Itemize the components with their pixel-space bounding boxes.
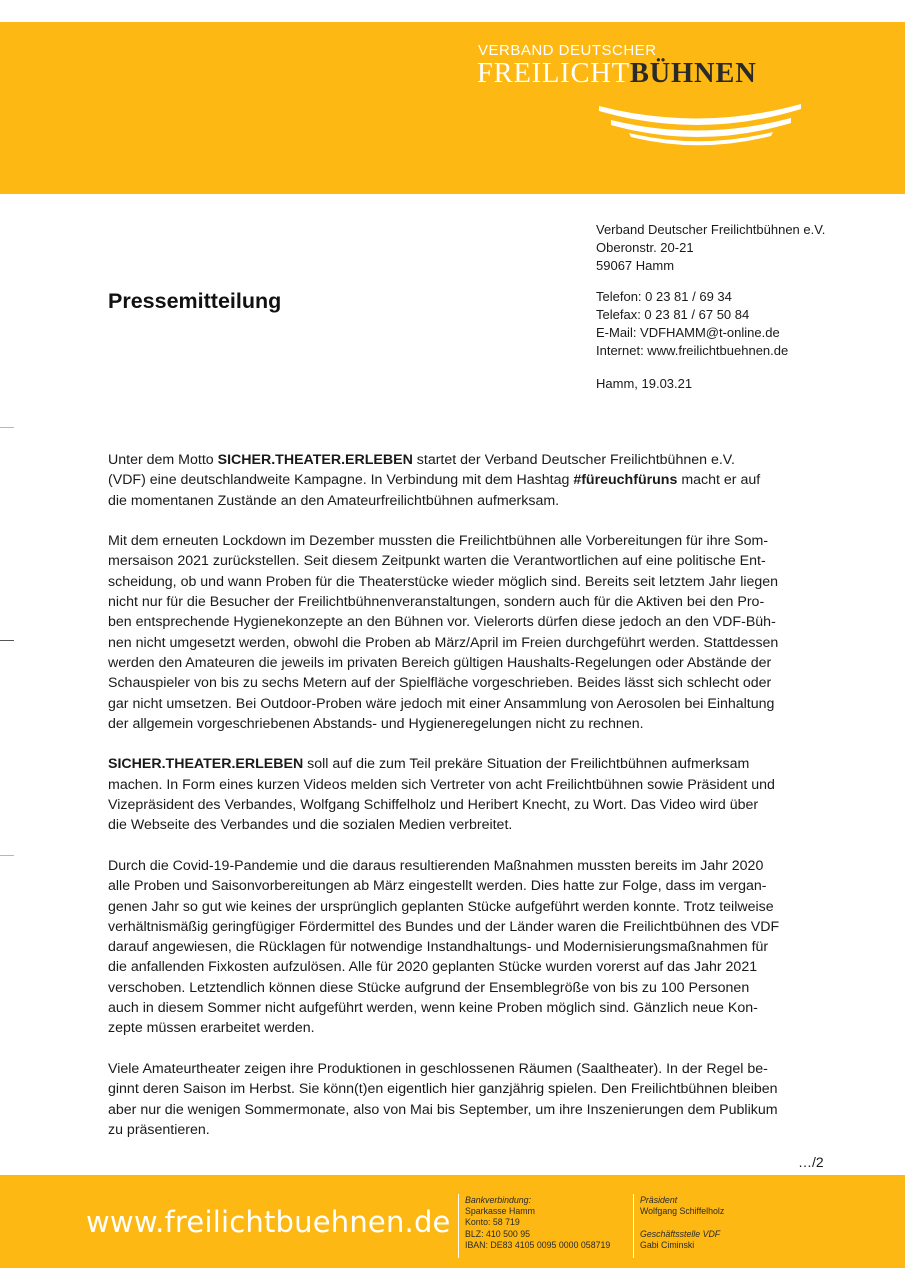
fold-mark bbox=[0, 427, 14, 428]
address-date: Hamm, 19.03.21 bbox=[596, 376, 693, 391]
paragraph-1: Unter dem Motto SICHER.THEATER.ERLEBEN startet der Verband Deutscher Freilichtbühnen e.V. (VDF) eine deutschlandweite Kampagne. In Verbindung mit dem Hashtag #füreuchfüruns macht er auf die momentanen Zustände an den Amateurfreilichtbühnen aufmerksam. bbox=[108, 452, 761, 509]
vdf-logo bbox=[477, 42, 797, 152]
address-phone: Telefon: 0 23 81 / 69 34 bbox=[596, 289, 732, 304]
logo-swoosh-icon bbox=[595, 100, 805, 150]
logo-line2 bbox=[477, 58, 757, 90]
office-name: Gabi Ciminski bbox=[640, 1239, 695, 1250]
address-org: Verband Deutscher Freilichtbühnen e.V. bbox=[596, 222, 826, 237]
logo-line2-bold: BÜHNEN bbox=[629, 58, 757, 89]
paragraph-2: Mit dem erneuten Lockdown im Dezember mussten die Freilichtbühnen alle Vorbereitungen für ihre Som- mersaison 2021 zurückstellen. Seit diesem Zeitpunkt warten die Verantwortlichen auf eine politische Ent- scheidung, ob und wann Proben für die Theaterstücke wieder möglich sind. Bereits seit letztem Jahr liegen nicht nur für die Besucher der Freilichtbühnenveranstaltungen, sondern auch für die Aktiven bei den Pro- ben entsprechende Hygienekonzepte an den Bühnen vor. Vielerorts dürfen diese jedoch an den VDF-Büh- nen nicht umgesetzt werden, obwohl die Proben ab März/April im Freien durchgeführt werden. Stattdessen werden den Amateuren die jeweils im privaten Bereich gültigen Haushalts-Regelungen oder Abstände der Schauspieler von bis zu sechs Metern auf der Spielfläche vorgeschrieben. Beides lässt sich schlecht oder gar nicht umsetzen. Bei Outdoor-Proben wäre jedoch mit einer Ansammlung von Aerosolen bei Einhaltung der allgemein vorgeschriebenen Abstands- und Hygieneregelungen nicht zu rechnen. bbox=[108, 533, 779, 732]
campaign-name: SICHER.THEATER.ERLEBEN bbox=[108, 756, 304, 773]
address-web: Internet: www.freilichtbuehnen.de bbox=[596, 343, 789, 358]
paragraph-3: SICHER.THEATER.ERLEBEN soll auf die zum Teil prekäre Situation der Freilichtbühnen aufmerksam machen. In Form eines kurzen Videos melden sich Vertreter von acht Freilichtbühnen sowie Präsident und Vizepräsident des Verbandes, Wolfgang Schiffelholz und Heribert Knecht, zu Wort. Das Video wird über die Webseite des Verbandes und die sozialen Medien verbreitet. bbox=[108, 756, 775, 834]
office-label: Geschäftsstelle VDF bbox=[640, 1228, 721, 1239]
footer-website-link[interactable]: www.freilichtbuehnen.de bbox=[86, 1205, 451, 1239]
bank-label: Bankverbindung: bbox=[465, 1195, 532, 1205]
president-label: Präsident bbox=[640, 1195, 678, 1205]
address-fax: Telefax: 0 23 81 / 67 50 84 bbox=[596, 307, 750, 322]
hashtag: #füreuchfüruns bbox=[573, 472, 678, 489]
hole-mark bbox=[0, 640, 14, 641]
footer-divider bbox=[633, 1194, 634, 1258]
page-title: Pressemitteilung bbox=[108, 289, 282, 313]
address-block bbox=[596, 221, 825, 393]
footer-contacts bbox=[640, 1195, 724, 1251]
footer-bank-info: Bankverbindung: Sparkasse Hamm Konto: 58 719 BLZ: 410 500 95 IBAN: DE83 4105 0095 0000 058719 bbox=[465, 1195, 611, 1250]
fold-mark bbox=[0, 855, 14, 856]
address-street: Oberonstr. 20-21 bbox=[596, 240, 694, 255]
page-continuation: …/2 bbox=[798, 1154, 824, 1170]
address-city: 59067 Hamm bbox=[596, 258, 675, 273]
footer-divider bbox=[458, 1194, 459, 1258]
logo-line1: VERBAND DEUTSCHER bbox=[478, 42, 657, 59]
logo-line2-light: FREILICHT bbox=[477, 58, 630, 89]
address-email: E-Mail: VDFHAMM@t-online.de bbox=[596, 325, 780, 340]
paragraph-4: Durch die Covid-19-Pandemie und die daraus resultierenden Maßnahmen mussten bereits im Jahr 2020 alle Proben und Saisonvorbereitungen ab März eingestellt werden. Dies hatte zur Folge, dass im vergan- genen Jahr so gut wie keines der ursprünglich geplanten Stücke aufgeführt werden konnte. Trotz teilweise verhältnismäßig geringfügiger Fördermittel des Bundes und der Länder waren die Freilichtbühnen des VDF darauf angewiesen, die Rücklagen für notwendige Instandhaltungs- und Modernisierungsmaßnahmen für die anfallenden Fixkosten aufzulösen. Alle für 2020 geplanten Stücke wurden vorerst auf das Jahr 2021 verschoben. Letztendlich können diese Stücke aufgrund der Ensemblegröße von bis zu 100 Personen auch in diesem Sommer nicht aufgeführt werden, wenn keine Proben möglich sind. Gänzlich neue Kon- zepte müssen erarbeitet werden. bbox=[108, 857, 780, 1037]
president-name: Wolfgang Schiffelholz bbox=[640, 1206, 725, 1217]
press-release-body bbox=[108, 450, 828, 1160]
campaign-name: SICHER.THEATER.ERLEBEN bbox=[217, 452, 413, 468]
paragraph-5: Viele Amateurtheater zeigen ihre Produktionen in geschlossenen Räumen (Saaltheater). In der Regel be- ginnt deren Saison im Herbst. Sie könn(t)en eigentlich hier ganzjährig spielen. Den Freilichtbühnen bleiben aber nur die wenigen Sommermonate, also von Mai bis September, um ihre Inszenierungen dem Publikum zu präsentieren. bbox=[108, 1060, 778, 1138]
